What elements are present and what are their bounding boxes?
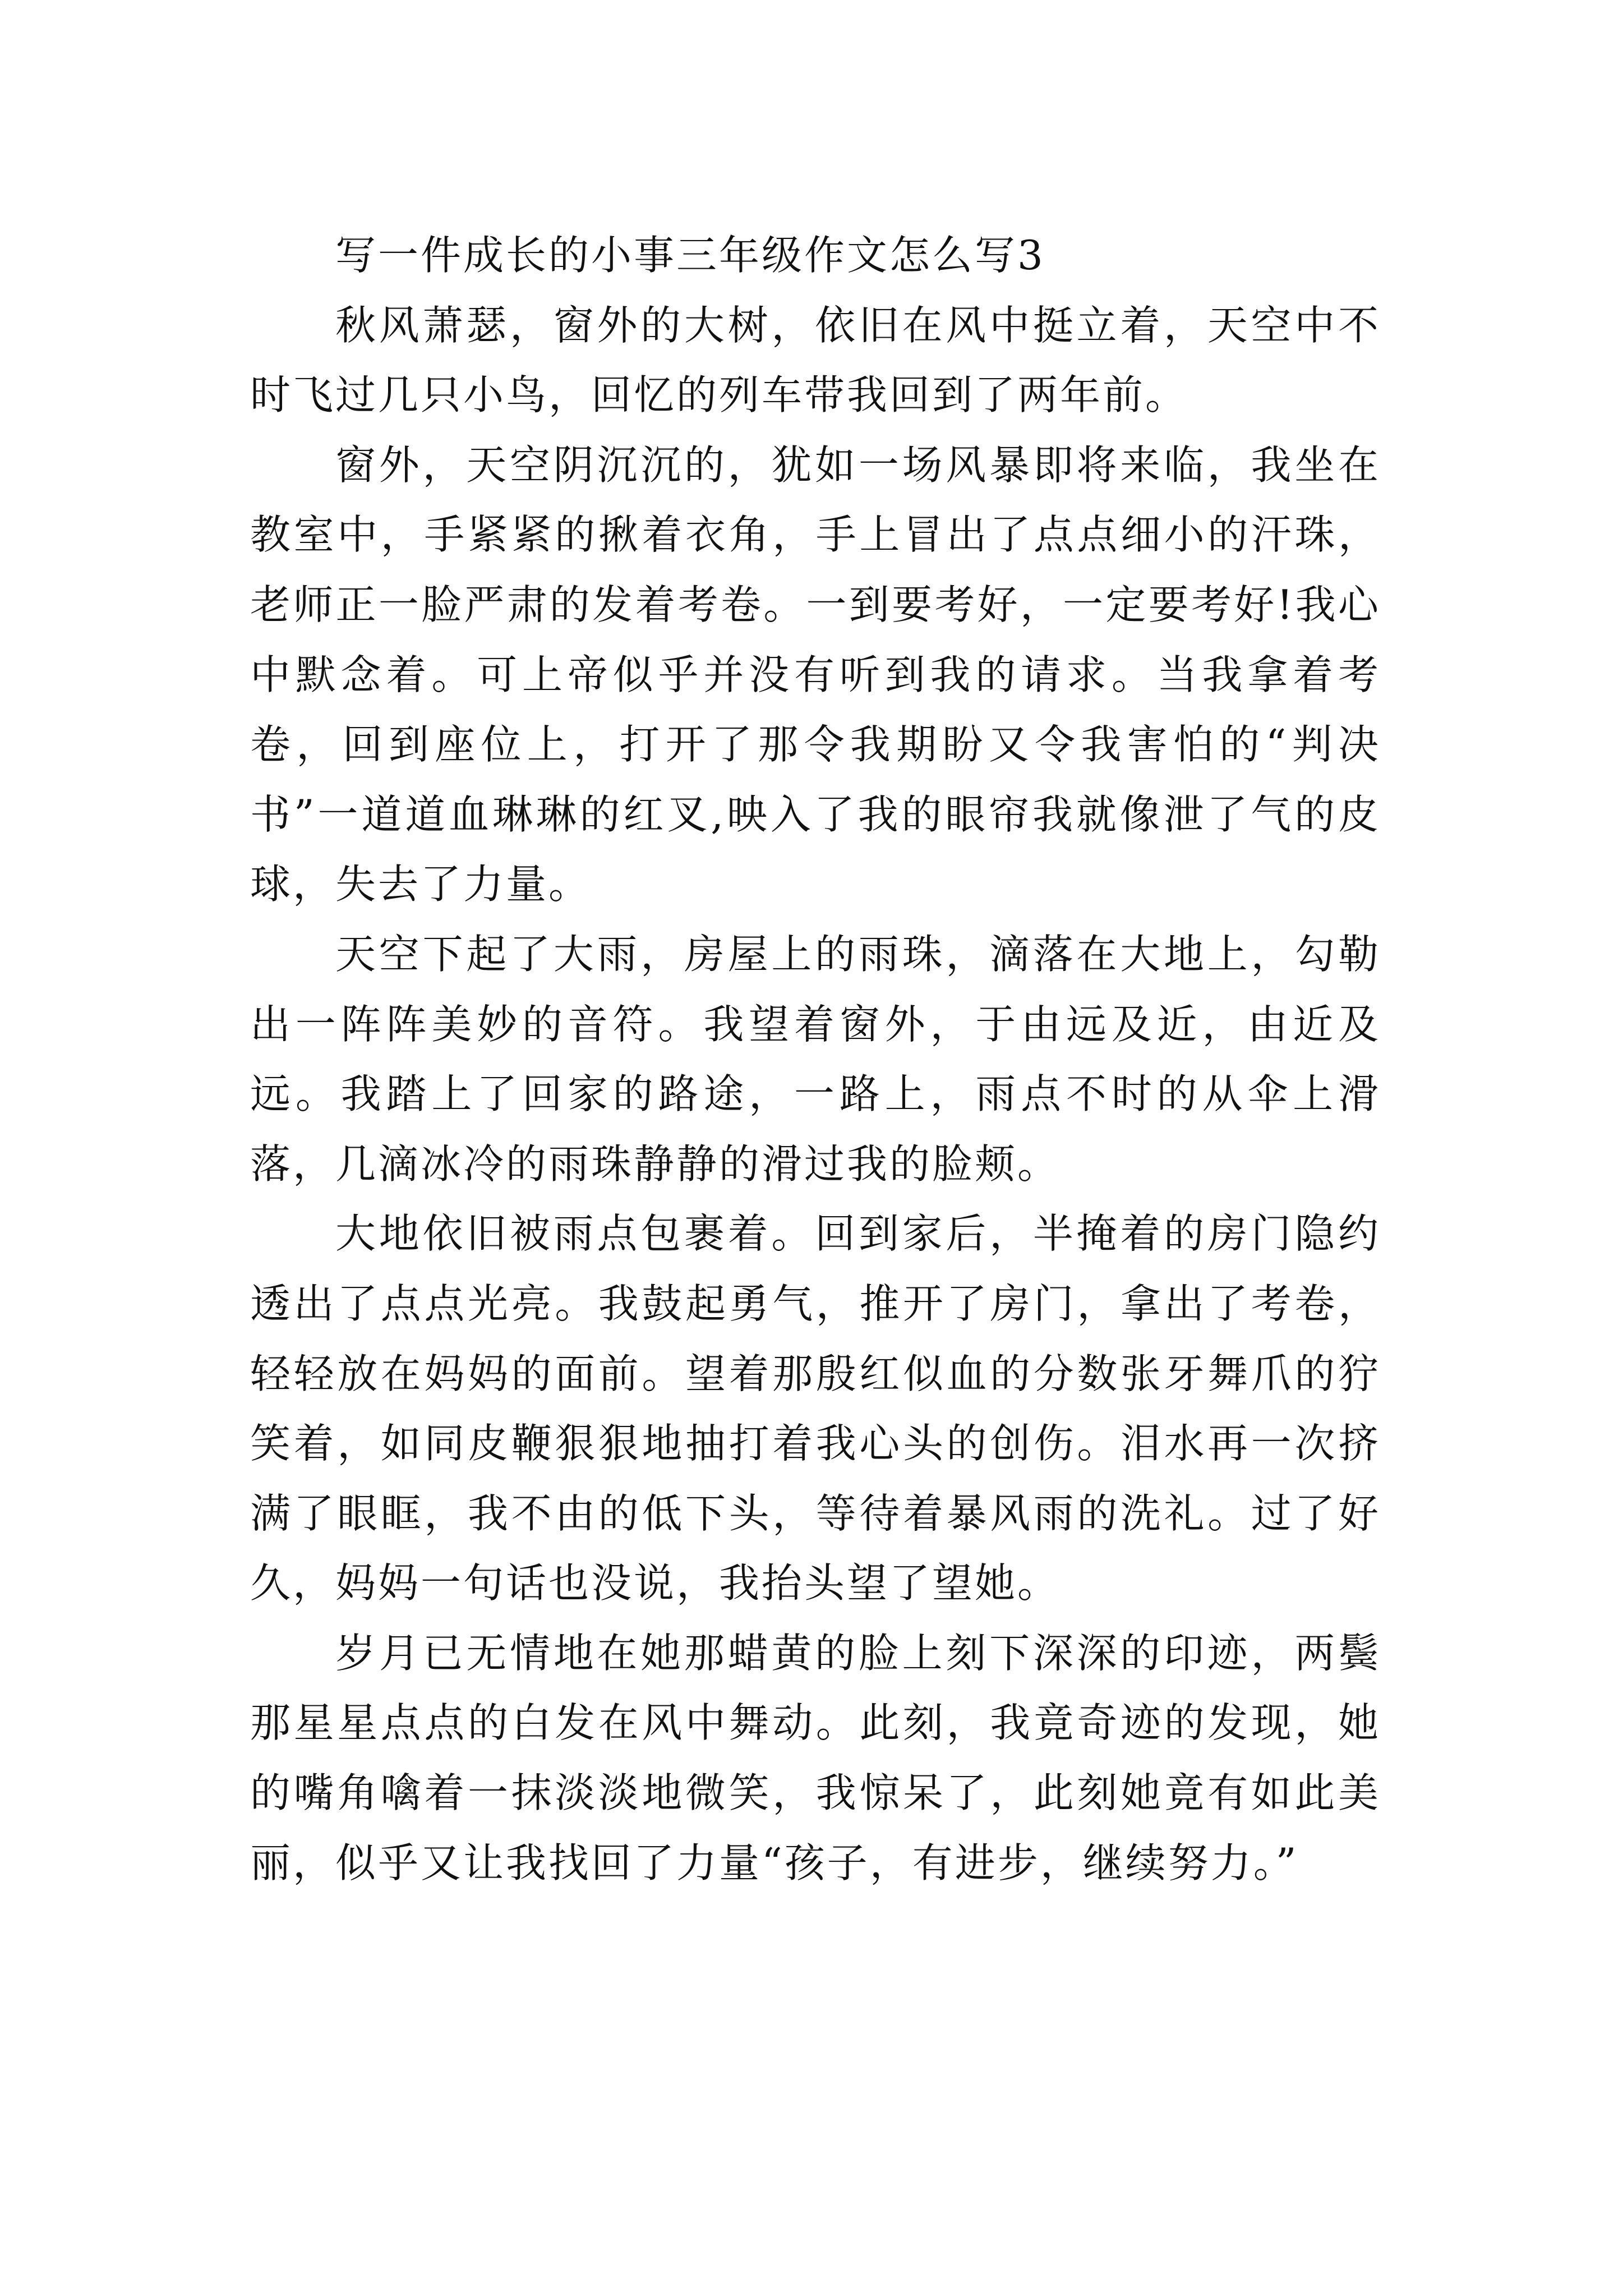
paragraph-2: 窗外，天空阴沉沉的，犹如一场风暴即将来临，我坐在教室中，手紧紧的揪着衣角，手上冒出了点点细小的汗珠，老师正一脸严肃的发着考卷。一到要考好，一定要考好!我心中默念着。可上帝似乎并没有听到我的请求。当我拿着考卷，回到座位上，打开了那令我期盼又令我害怕的“判决书”一道道血琳琳的红叉,映入了我的眼帘我就像泄了气的皮球，失去了力量。 (250, 441, 1381, 908)
paragraph-3: 天空下起了大雨，房屋上的雨珠，滴落在大地上，勾勒出一阵阵美妙的音符。我望着窗外，于由远及近，由近及远。我踏上了回家的路途，一路上，雨点不时的从伞上滑落，几滴冰冷的雨珠静静的滑过我的脸颊。 (250, 930, 1381, 1188)
paragraph-5: 岁月已无情地在她那蜡黄的脸上刻下深深的印迹，两鬓那星星点点的白发在风中舞动。此刻，我竟奇迹的发现，她的嘴角噙着一抹淡淡地微笑，我惊呆了，此刻她竟有如此美丽，似乎又让我找回了力量“孩子，有进步，继续努力。” (250, 1629, 1381, 1887)
paragraph-4: 大地依旧被雨点包裹着。回到家后，半掩着的房门隐约透出了点点光亮。我鼓起勇气，推开了房门，拿出了考卷，轻轻放在妈妈的面前。望着那殷红似血的分数张牙舞爪的狞笑着，如同皮鞭狠狠地抽打着我心头的创伤。泪水再一次挤满了眼眶，我不由的低下头，等待着暴风雨的洗礼。过了好久，妈妈一句话也没说，我抬头望了望她。 (250, 1210, 1381, 1607)
paragraph-1: 秋风萧瑟，窗外的大树，依旧在风中挺立着，天空中不时飞过几只小鸟，回忆的列车带我回到了两年前。 (250, 301, 1381, 419)
document-body (250, 220, 1381, 1898)
document-title: 写一件成长的小事三年级作文怎么写3 (335, 232, 1045, 279)
